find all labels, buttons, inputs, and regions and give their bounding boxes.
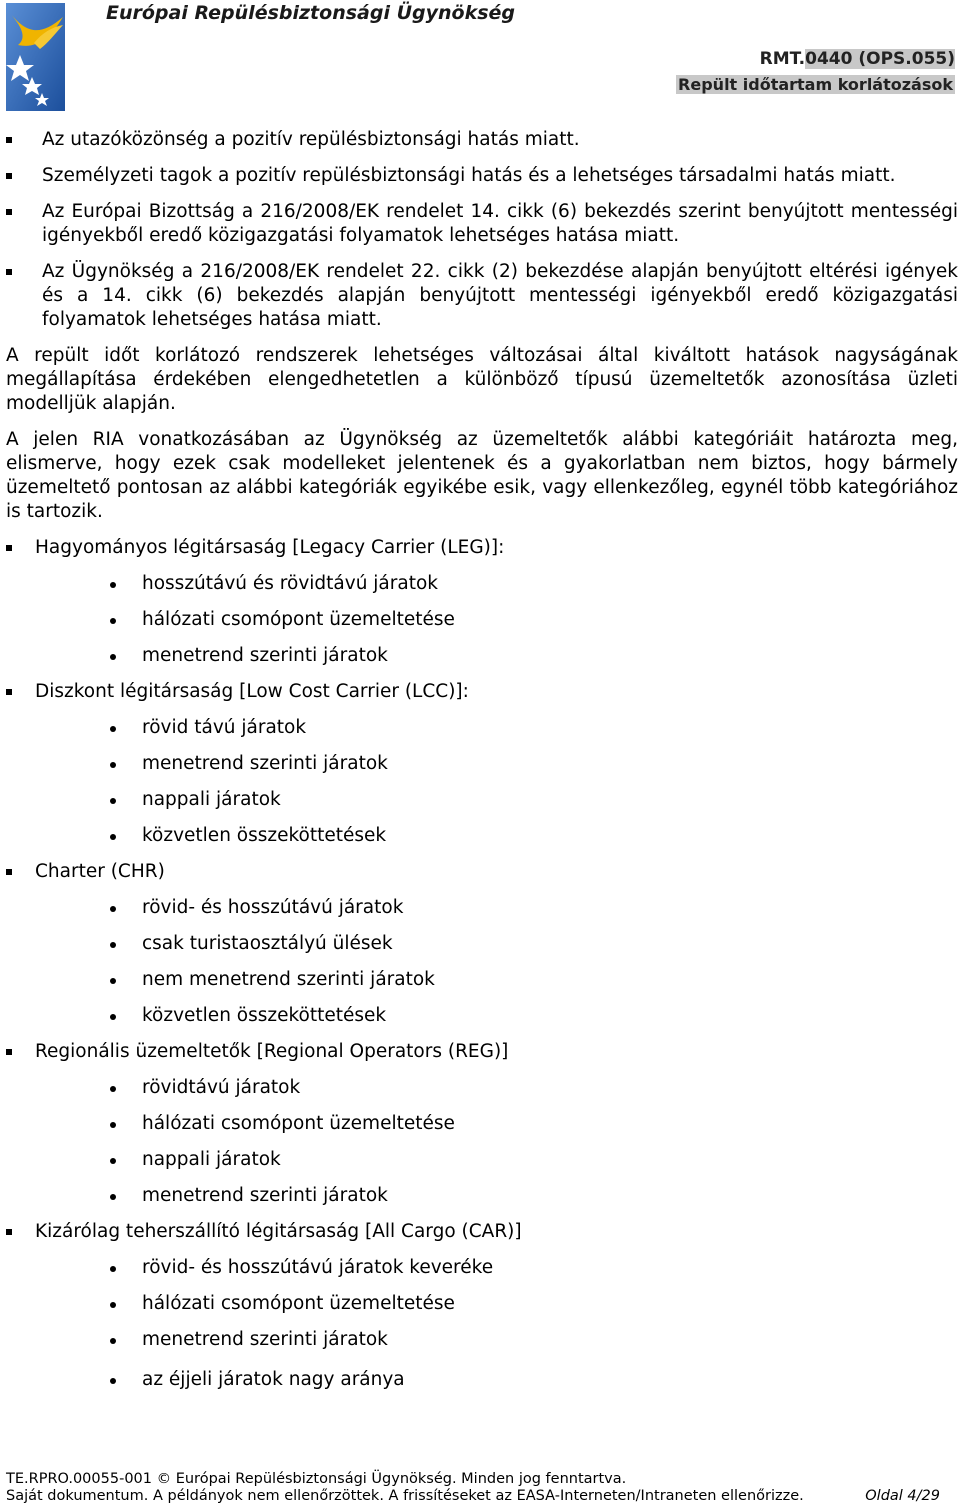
category-leg bbox=[6, 536, 958, 668]
list-item: közvetlen összeköttetések bbox=[35, 824, 958, 848]
category-features bbox=[35, 1076, 958, 1208]
category-label: Regionális üzemeltetők [Regional Operators (REG)] bbox=[35, 1041, 509, 1062]
list-item: hálózati csomópont üzemeltetése bbox=[35, 1112, 958, 1136]
category-label: Charter (CHR) bbox=[35, 861, 165, 882]
document-title: Repült időtartam korlátozások bbox=[678, 75, 953, 94]
list-item: menetrend szerinti járatok bbox=[35, 752, 958, 776]
category-features bbox=[35, 716, 958, 848]
list-item: rövid- és hosszútávú járatok keveréke bbox=[35, 1256, 958, 1280]
operator-categories bbox=[6, 536, 958, 1392]
list-item: Személyzeti tagok a pozitív repülésbiztonsági hatás és a lehetséges társadalmi hatás miatt. bbox=[6, 164, 958, 188]
document-notice: Saját dokumentum. A példányok nem ellenőrzöttek. A frissítéseket az EASA-Interneten/Intraneten ellenőrizze. bbox=[6, 1488, 804, 1504]
list-item: nappali járatok bbox=[35, 1148, 958, 1172]
category-label: Diszkont légitársaság [Low Cost Carrier (LCC)]: bbox=[35, 681, 469, 702]
document-body bbox=[6, 128, 958, 1404]
category-reg bbox=[6, 1040, 958, 1208]
list-item: közvetlen összeköttetések bbox=[35, 1004, 958, 1028]
category-label: Hagyományos légitársaság [Legacy Carrier (LEG)]: bbox=[35, 537, 505, 558]
list-item: menetrend szerinti járatok bbox=[35, 1328, 958, 1352]
list-item: Az utazóközönség a pozitív repülésbiztonsági hatás miatt. bbox=[6, 128, 958, 152]
easa-logo bbox=[6, 3, 65, 111]
category-car bbox=[6, 1220, 958, 1392]
list-item: nappali járatok bbox=[35, 788, 958, 812]
document-reference bbox=[760, 49, 955, 69]
paragraph: A jelen RIA vonatkozásában az Ügynökség az üzemeltetők alábbi kategóriáit határozta meg, elismerve, hogy ezek csak modelleket jelentenek és a gyakorlatban nem biztos, hogy bármely üzemeltető pontosan az alábbi kategóriák egyikébe esik, vagy ellenkezőleg, egynél több kategóriához is tartozik. bbox=[6, 429, 958, 522]
footer-row bbox=[6, 1488, 940, 1505]
stakeholder-list bbox=[6, 128, 958, 332]
copyright-line: TE.RPRO.00055-001 © Európai Repülésbiztonsági Ügynökség. Minden jog fenntartva. bbox=[6, 1471, 627, 1487]
page-footer bbox=[6, 1471, 940, 1505]
list-item: rövid- és hosszútávú járatok bbox=[35, 896, 958, 920]
list-item: rövid távú járatok bbox=[35, 716, 958, 740]
list-item: az éjjeli járatok nagy aránya bbox=[35, 1368, 958, 1392]
page-number: Oldal 4/29 bbox=[865, 1488, 940, 1504]
list-item: Az Európai Bizottság a 216/2008/EK rendelet 14. cikk (6) bekezdés szerint benyújtott mentességi igényekből eredő közigazgatási folyamatok lehetséges hatása miatt. bbox=[6, 200, 958, 248]
doc-ref-prefix: RMT. bbox=[759, 49, 806, 69]
category-lcc bbox=[6, 680, 958, 848]
list-item: csak turistaosztályú ülések bbox=[35, 932, 958, 956]
list-item: hálózati csomópont üzemeltetése bbox=[35, 608, 958, 632]
agency-name: Európai Repülésbiztonsági Ügynökség bbox=[106, 2, 516, 24]
category-features bbox=[35, 1256, 958, 1392]
paragraph: A repült időt korlátozó rendszerek lehetséges változásai által kiváltott hatások nagyságának megállapítása érdekében elengedhetetlen a különböző típusú üzemeltetők azonosítása üzleti modelljük alapján. bbox=[6, 345, 958, 414]
category-features bbox=[35, 896, 958, 1028]
list-item: hosszútávú és rövidtávú járatok bbox=[35, 572, 958, 596]
category-label: Kizárólag teherszállító légitársaság [All Cargo (CAR)] bbox=[35, 1221, 522, 1242]
list-item: Az Ügynökség a 216/2008/EK rendelet 22. cikk (2) bekezdése alapján benyújtott eltérési igények és a 14. cikk (6) bekezdés alapján benyújtott mentességi igényekből eredő közigazgatási folyamatok lehetséges hatása miatt. bbox=[6, 260, 958, 332]
list-item: menetrend szerinti járatok bbox=[35, 1184, 958, 1208]
category-features bbox=[35, 572, 958, 668]
list-item: nem menetrend szerinti járatok bbox=[35, 968, 958, 992]
list-item: menetrend szerinti járatok bbox=[35, 644, 958, 668]
doc-ref-number: 0440 (OPS.055) bbox=[805, 49, 955, 69]
list-item: rövidtávú járatok bbox=[35, 1076, 958, 1100]
category-chr bbox=[6, 860, 958, 1028]
list-item: hálózati csomópont üzemeltetése bbox=[35, 1292, 958, 1316]
